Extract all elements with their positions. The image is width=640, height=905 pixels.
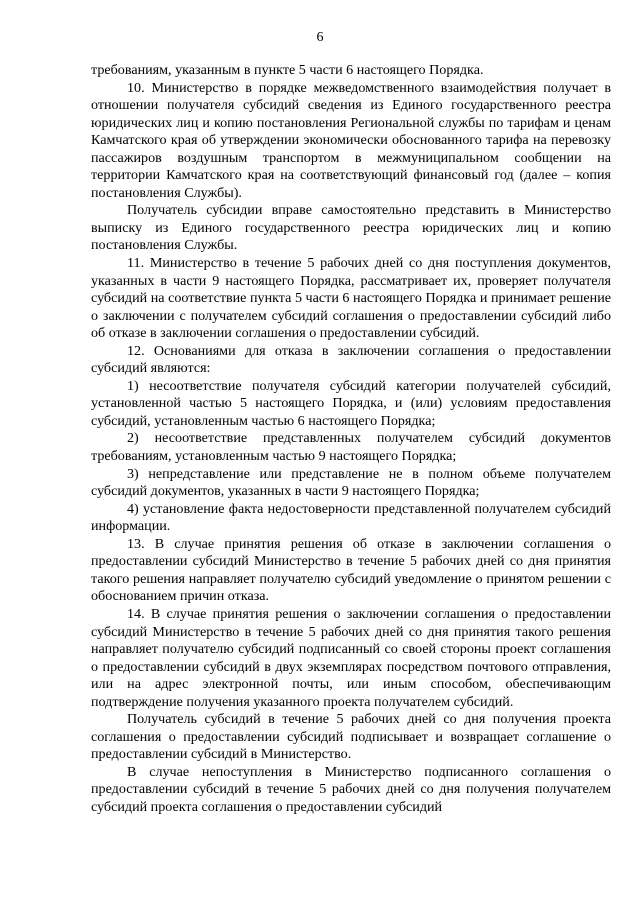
paragraph-item-13: 13. В случае принятия решения об отказе в заключении соглашения о предоставлении субсидий Министерство в течение 5 рабочих дней со дня принятия такого решения направляет получателю субсидий уведомление о принятом решении с обоснованием причин отказа. [91,535,611,605]
paragraph-non-receipt: В случае непоступления в Министерство подписанного соглашения о предоставлении субсидий в течение 5 рабочих дней со дня получения получателем субсидий проекта соглашения о предоставлении субсидий [91,763,611,815]
paragraph-item-14: 14. В случае принятия решения о заключении соглашения о предоставлении субсидий Министерство в течение 5 рабочих дней со дня принятия такого решения направляет получателю субсидий подписанный со своей стороны проект соглашения о предоставлении субсидий в двух экземплярах посредством почтового отправления, или на адрес электронной почты, или иным способом, обеспечивающим подтверждение получения указанного проекта получателем субсидий. [91,605,611,710]
paragraph-signing: Получатель субсидий в течение 5 рабочих дней со дня получения проекта соглашения о предоставлении субсидий подписывает и возвращает соглашение о предоставлении субсидий в Министерство. [91,711,611,763]
paragraph-continuation: требованиям, указанным в пункте 5 части 6 настоящего Порядка. [91,62,484,78]
paragraph-subitem-4: 4) установление факта недостоверности представленной получателем субсидий информации. [91,500,611,535]
page-number: 6 [316,30,324,45]
document-body [91,62,611,817]
paragraph-item-10: 10. Министерство в порядке межведомственного взаимодействия получает в отношении получателя субсидий сведения из Единого государственного реестра юридических лиц и копию постановления Региональной службы по тарифам и ценам Камчатского края об утверждении экономически обоснованного тарифа на перевозку пассажиров воздушным транспортом в межмуниципальном сообщении на территории Камчатского края на соответствующий финансовый год (далее – копия постановления Службы). [91,79,611,201]
paragraph-subitem-2: 2) несоответствие представленных получателем субсидий документов требованиям, установленным частью 9 настоящего Порядка; [91,430,611,465]
paragraph-item-11: 11. Министерство в течение 5 рабочих дней со дня поступления документов, указанных в части 9 настоящего Порядка, рассматривает их, проверяет получателя субсидий на соответствие пункта 5 части 6 настоящего Порядка и принимает решение о заключении с получателем субсидий соглашения о предоставлении субсидий либо об отказе в заключении соглашения о предоставлении субсидий. [91,255,611,342]
paragraph-item-12: 12. Основаниями для отказа в заключении соглашения о предоставлении субсидий являются: [91,342,611,377]
paragraph-subitem-3: 3) непредставление или представление не в полном объеме получателем субсидий документов, указанных в части 9 настоящего Порядка; [91,465,611,500]
paragraph-subitem-1: 1) несоответствие получателя субсидий категории получателей субсидий, установленной частью 5 настоящего Порядка, и (или) условиям предоставления субсидий, установленным частью 6 настоящего Порядка; [91,377,611,429]
paragraph-recipient-right: Получатель субсидии вправе самостоятельно представить в Министерство выписку из Единого государственного реестра юридических лиц и копию постановления Службы. [91,202,611,254]
